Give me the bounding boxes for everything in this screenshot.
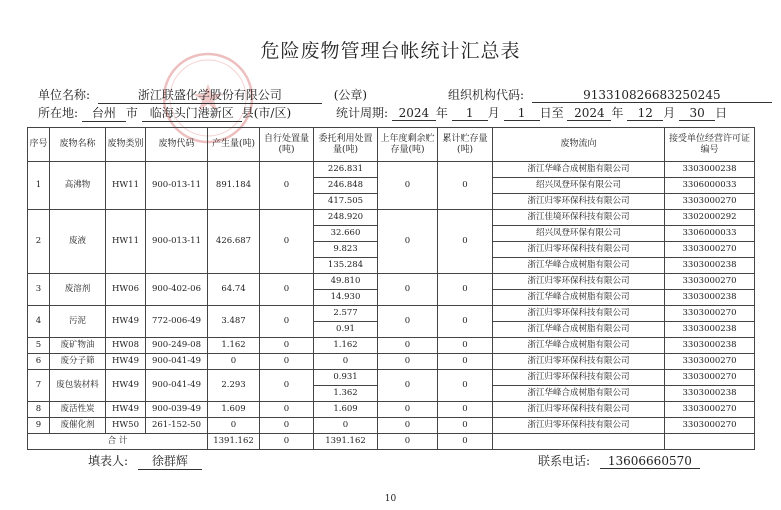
end-month-char: 月 — [663, 106, 676, 120]
license-no: 3302000292 — [665, 210, 755, 226]
day-to: 日至 — [539, 106, 564, 120]
seal-note: (公章) — [333, 88, 368, 102]
license-no: 3303000270 — [665, 370, 755, 386]
self-disposal-qty: 0 — [260, 162, 314, 210]
self-disposal-qty: 0 — [260, 338, 314, 354]
destination: 绍兴凤登环保有限公司 — [493, 178, 665, 194]
destination: 浙江华峰合成树脂有限公司 — [493, 322, 665, 338]
generated-qty: 3.487 — [208, 306, 260, 338]
end-day-char: 日 — [715, 106, 728, 120]
header-self-disposal: 自行处置量(吨) — [260, 128, 314, 162]
header-code: 废物代码 — [146, 128, 208, 162]
entrusted-qty: 226.831 — [314, 162, 378, 178]
entrusted-qty: 0.931 — [314, 370, 378, 386]
header-generated: 产生量(吨) — [208, 128, 260, 162]
destination: 浙江佳境环保科技有限公司 — [493, 210, 665, 226]
entrusted-qty: 246.848 — [314, 178, 378, 194]
accum-storage-qty: 0 — [438, 402, 493, 418]
license-no: 3303000270 — [665, 306, 755, 322]
prev-storage-qty: 0 — [378, 162, 438, 210]
self-disposal-qty: 0 — [260, 274, 314, 306]
header-license: 接受单位经营许可证编号 — [665, 128, 755, 162]
generated-qty: 64.74 — [208, 274, 260, 306]
license-no: 3303000270 — [665, 194, 755, 210]
license-no: 3303000270 — [665, 354, 755, 370]
end-day: 30 — [679, 106, 715, 121]
license-no: 3303000270 — [665, 418, 755, 434]
row-no: 1 — [28, 162, 50, 210]
accum-storage-qty: 0 — [438, 338, 493, 354]
waste-name: 高沸物 — [50, 162, 106, 210]
waste-name: 废催化剂 — [50, 418, 106, 434]
start-month-char: 月 — [487, 106, 500, 120]
destination: 浙江归零环保科技有限公司 — [493, 418, 665, 434]
prev-storage-qty: 0 — [378, 210, 438, 274]
end-year: 2024 — [567, 106, 611, 121]
destination: 浙江归零环保科技有限公司 — [493, 402, 665, 418]
header-entrusted: 委托利用处置量(吨) — [314, 128, 378, 162]
accum-storage-qty: 0 — [438, 370, 493, 402]
prev-storage-qty: 0 — [378, 402, 438, 418]
waste-code: 900-039-49 — [146, 402, 208, 418]
prev-storage-qty: 0 — [378, 354, 438, 370]
header-no: 序号 — [28, 128, 50, 162]
prev-storage-qty: 0 — [378, 306, 438, 338]
header-destination: 废物流向 — [493, 128, 665, 162]
total-label: 合 计 — [28, 434, 208, 450]
generated-qty: 2.293 — [208, 370, 260, 402]
table-row — [28, 354, 755, 370]
entrusted-qty: 0 — [314, 418, 378, 434]
phone-label: 联系电话: — [538, 454, 591, 468]
waste-code: 900-402-06 — [146, 274, 208, 306]
total-destination-empty — [493, 434, 665, 450]
table-row — [28, 274, 755, 290]
unit-label: 单位名称: — [38, 88, 91, 102]
filler-name: 徐群辉 — [138, 452, 202, 470]
self-disposal-qty: 0 — [260, 370, 314, 402]
entrusted-qty: 49.810 — [314, 274, 378, 290]
org-code-row — [448, 86, 772, 103]
destination: 浙江华峰合成树脂有限公司 — [493, 338, 665, 354]
destination: 浙江华峰合成树脂有限公司 — [493, 290, 665, 306]
waste-category: HW06 — [106, 274, 146, 306]
row-no: 5 — [28, 338, 50, 354]
license-no: 3303000238 — [665, 258, 755, 274]
self-disposal-qty: 0 — [260, 306, 314, 338]
entrusted-qty: 135.284 — [314, 258, 378, 274]
prev-storage-qty: 0 — [378, 338, 438, 354]
row-no: 6 — [28, 354, 50, 370]
waste-category: HW49 — [106, 354, 146, 370]
self-disposal-qty: 0 — [260, 354, 314, 370]
start-year: 2024 — [392, 106, 436, 121]
table-row — [28, 370, 755, 386]
destination: 浙江归零环保科技有限公司 — [493, 242, 665, 258]
destination: 浙江华峰合成树脂有限公司 — [493, 386, 665, 402]
total-self-disposal: 0 — [260, 434, 314, 450]
waste-category: HW11 — [106, 210, 146, 274]
filler-label: 填表人: — [88, 454, 129, 468]
entrusted-qty: 417.505 — [314, 194, 378, 210]
document-title: 危险废物管理台帐统计汇总表 — [260, 40, 521, 62]
generated-qty: 1.609 — [208, 402, 260, 418]
table-row — [28, 338, 755, 354]
total-accum-storage: 0 — [438, 434, 493, 450]
district-suffix: 县(市/区) — [241, 106, 292, 120]
end-month: 12 — [627, 106, 663, 121]
generated-qty: 426.687 — [208, 210, 260, 274]
org-code-value: 913310826683250245 — [532, 88, 772, 103]
unit-name: 浙江联盛化学股份有限公司 — [98, 86, 322, 104]
waste-code: 900-249-08 — [146, 338, 208, 354]
license-no: 3303000238 — [665, 386, 755, 402]
unit-row — [38, 86, 367, 104]
period-label: 统计周期: — [336, 106, 389, 120]
license-no: 3303000238 — [665, 162, 755, 178]
license-no: 3303000238 — [665, 338, 755, 354]
city-suffix: 市 — [125, 106, 138, 120]
self-disposal-qty: 0 — [260, 210, 314, 274]
table-row — [28, 418, 755, 434]
waste-code: 261-152-50 — [146, 418, 208, 434]
destination: 浙江华峰合成树脂有限公司 — [493, 162, 665, 178]
license-no: 3303000270 — [665, 402, 755, 418]
total-row — [28, 434, 755, 450]
waste-code: 900-041-49 — [146, 370, 208, 402]
prev-storage-qty: 0 — [378, 418, 438, 434]
district-value: 临海头门港新区 — [142, 104, 242, 122]
header-prev-storage: 上年度剩余贮存量(吨) — [378, 128, 438, 162]
prev-storage-qty: 0 — [378, 274, 438, 306]
waste-name: 废液 — [50, 210, 106, 274]
waste-category: HW49 — [106, 402, 146, 418]
header-category: 废物类别 — [106, 128, 146, 162]
table-row — [28, 210, 755, 226]
row-no: 3 — [28, 274, 50, 306]
location-label: 所在地: — [38, 106, 79, 120]
period-row — [336, 104, 727, 121]
start-day: 1 — [504, 106, 540, 121]
filler-row — [88, 452, 202, 470]
generated-qty: 891.184 — [208, 162, 260, 210]
destination: 绍兴凤登环保有限公司 — [493, 226, 665, 242]
license-no: 3303000270 — [665, 242, 755, 258]
summary-table — [27, 127, 755, 450]
accum-storage-qty: 0 — [438, 162, 493, 210]
org-code-label: 组织机构代码: — [448, 88, 525, 102]
phone-row — [538, 452, 700, 469]
table-header-row — [28, 128, 755, 162]
row-no: 2 — [28, 210, 50, 274]
destination: 浙江归零环保科技有限公司 — [493, 194, 665, 210]
entrusted-qty: 2.577 — [314, 306, 378, 322]
table-row — [28, 306, 755, 322]
destination: 浙江归零环保科技有限公司 — [493, 354, 665, 370]
destination: 浙江华峰合成树脂有限公司 — [493, 258, 665, 274]
entrusted-qty: 0 — [314, 354, 378, 370]
waste-name: 废包装材料 — [50, 370, 106, 402]
total-prev-storage: 0 — [378, 434, 438, 450]
license-no: 3303000270 — [665, 274, 755, 290]
page-number: 10 — [384, 494, 397, 504]
waste-category: HW11 — [106, 162, 146, 210]
destination: 浙江归零环保科技有限公司 — [493, 370, 665, 386]
total-license-empty — [665, 434, 755, 450]
accum-storage-qty: 0 — [438, 274, 493, 306]
prev-storage-qty: 0 — [378, 370, 438, 402]
destination: 浙江归零环保科技有限公司 — [493, 274, 665, 290]
row-no: 9 — [28, 418, 50, 434]
entrusted-qty: 32.660 — [314, 226, 378, 242]
accum-storage-qty: 0 — [438, 210, 493, 274]
entrusted-qty: 9.823 — [314, 242, 378, 258]
start-year-char: 年 — [435, 106, 448, 120]
self-disposal-qty: 0 — [260, 418, 314, 434]
table-row — [28, 162, 755, 178]
generated-qty: 1.162 — [208, 338, 260, 354]
entrusted-qty: 14.930 — [314, 290, 378, 306]
accum-storage-qty: 0 — [438, 354, 493, 370]
waste-category: HW49 — [106, 370, 146, 402]
waste-name: 废分子筛 — [50, 354, 106, 370]
total-entrusted: 1391.162 — [314, 434, 378, 450]
entrusted-qty: 1.609 — [314, 402, 378, 418]
header-accum-storage: 累计贮存量(吨) — [438, 128, 493, 162]
header-name: 废物名称 — [50, 128, 106, 162]
waste-code: 900-013-11 — [146, 162, 208, 210]
city-value: 台州 — [82, 104, 126, 122]
table-row — [28, 402, 755, 418]
license-no: 3306000033 — [665, 178, 755, 194]
waste-name: 污泥 — [50, 306, 106, 338]
self-disposal-qty: 0 — [260, 402, 314, 418]
waste-code: 772-006-49 — [146, 306, 208, 338]
start-month: 1 — [452, 106, 488, 121]
waste-category: HW49 — [106, 306, 146, 338]
waste-category: HW50 — [106, 418, 146, 434]
license-no: 3306000033 — [665, 226, 755, 242]
phone-value: 13606660570 — [600, 454, 700, 469]
destination: 浙江归零环保科技有限公司 — [493, 306, 665, 322]
accum-storage-qty: 0 — [438, 306, 493, 338]
waste-name: 废溶剂 — [50, 274, 106, 306]
license-no: 3303000238 — [665, 322, 755, 338]
row-no: 7 — [28, 370, 50, 402]
total-generated: 1391.162 — [208, 434, 260, 450]
generated-qty: 0 — [208, 354, 260, 370]
waste-code: 900-041-49 — [146, 354, 208, 370]
waste-code: 900-013-11 — [146, 210, 208, 274]
waste-name: 废矿物油 — [50, 338, 106, 354]
location-row — [38, 104, 291, 122]
row-no: 4 — [28, 306, 50, 338]
end-year-char: 年 — [611, 106, 624, 120]
generated-qty: 0 — [208, 418, 260, 434]
entrusted-qty: 248.920 — [314, 210, 378, 226]
entrusted-qty: 1.362 — [314, 386, 378, 402]
entrusted-qty: 1.162 — [314, 338, 378, 354]
row-no: 8 — [28, 402, 50, 418]
accum-storage-qty: 0 — [438, 418, 493, 434]
license-no: 3303000238 — [665, 290, 755, 306]
waste-name: 废活性炭 — [50, 402, 106, 418]
entrusted-qty: 0.91 — [314, 322, 378, 338]
waste-category: HW08 — [106, 338, 146, 354]
